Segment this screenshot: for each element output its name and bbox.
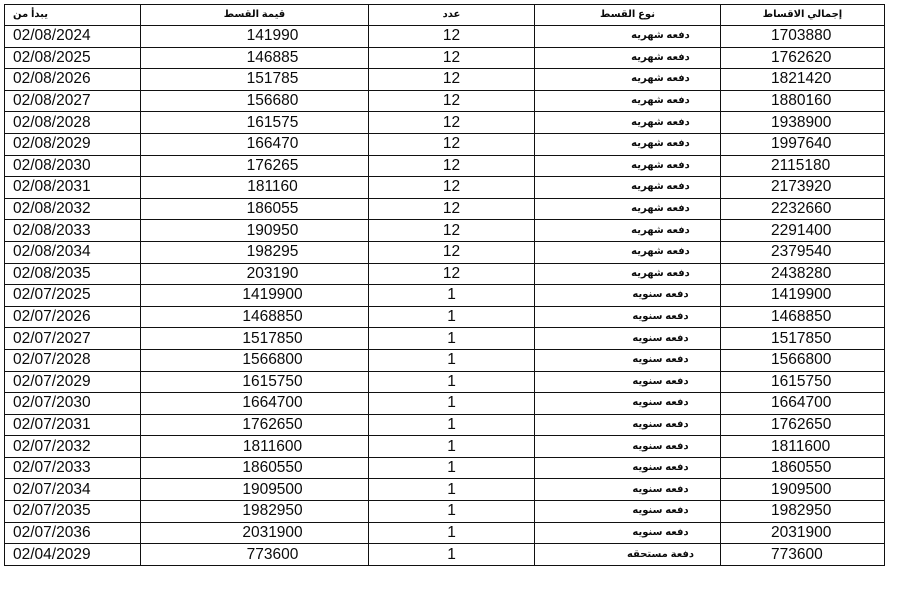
cell-installment-value: 166470 (141, 133, 369, 155)
cell-start-date: 02/08/2025 (5, 47, 141, 69)
cell-installment-value: 1860550 (141, 457, 369, 479)
table-body (5, 26, 885, 566)
cell-count: 1 (369, 393, 535, 415)
cell-installment-type: دفعه سنويه (535, 306, 721, 328)
cell-total: 1615750 (721, 371, 885, 393)
header-total-installments: إجمالي الاقساط (721, 5, 885, 26)
cell-installment-type: دفعه شهريه (535, 90, 721, 112)
cell-start-date: 02/08/2026 (5, 69, 141, 91)
cell-count: 12 (369, 112, 535, 134)
cell-installment-value: 2031900 (141, 522, 369, 544)
cell-total: 2232660 (721, 198, 885, 220)
table-row (5, 47, 885, 69)
cell-installment-value: 1982950 (141, 501, 369, 523)
cell-count: 1 (369, 349, 535, 371)
cell-installment-value: 1811600 (141, 436, 369, 458)
cell-total: 1566800 (721, 349, 885, 371)
table-row (5, 133, 885, 155)
cell-installment-value: 1664700 (141, 393, 369, 415)
cell-count: 12 (369, 241, 535, 263)
cell-installment-type: دفعه شهريه (535, 26, 721, 48)
cell-installment-type: دفعه شهريه (535, 69, 721, 91)
table-row (5, 306, 885, 328)
cell-total: 1664700 (721, 393, 885, 415)
cell-total: 1762620 (721, 47, 885, 69)
cell-installment-type: دفعه سنويه (535, 436, 721, 458)
cell-installment-type: دفعه سنويه (535, 522, 721, 544)
cell-start-date: 02/07/2033 (5, 457, 141, 479)
table-row (5, 436, 885, 458)
cell-count: 12 (369, 26, 535, 48)
cell-count: 1 (369, 457, 535, 479)
cell-total: 1880160 (721, 90, 885, 112)
cell-total: 1517850 (721, 328, 885, 350)
cell-total: 1938900 (721, 112, 885, 134)
table-row (5, 349, 885, 371)
header-start-from: يبدأ من (5, 5, 141, 26)
cell-installment-value: 176265 (141, 155, 369, 177)
cell-total: 1982950 (721, 501, 885, 523)
cell-start-date: 02/07/2032 (5, 436, 141, 458)
cell-total: 1703880 (721, 26, 885, 48)
header-installment-type: نوع القسط (535, 5, 721, 26)
cell-installment-value: 186055 (141, 198, 369, 220)
cell-installment-type: دفعه سنويه (535, 457, 721, 479)
cell-start-date: 02/08/2030 (5, 155, 141, 177)
cell-start-date: 02/07/2035 (5, 501, 141, 523)
header-count: عدد (369, 5, 535, 26)
cell-start-date: 02/04/2029 (5, 544, 141, 566)
cell-installment-type: دفعه شهريه (535, 133, 721, 155)
cell-total: 1909500 (721, 479, 885, 501)
table-row (5, 544, 885, 566)
table-row (5, 90, 885, 112)
cell-start-date: 02/07/2028 (5, 349, 141, 371)
table-row (5, 522, 885, 544)
table-row (5, 155, 885, 177)
cell-start-date: 02/07/2026 (5, 306, 141, 328)
cell-count: 12 (369, 177, 535, 199)
table-row (5, 457, 885, 479)
cell-installment-value: 1762650 (141, 414, 369, 436)
table-row (5, 177, 885, 199)
table-row (5, 285, 885, 307)
cell-count: 12 (369, 198, 535, 220)
cell-total: 1821420 (721, 69, 885, 91)
table-row (5, 328, 885, 350)
cell-installment-type: دفعه سنويه (535, 393, 721, 415)
table-row (5, 263, 885, 285)
cell-start-date: 02/08/2034 (5, 241, 141, 263)
cell-installment-type: دفعه شهريه (535, 47, 721, 69)
cell-start-date: 02/08/2024 (5, 26, 141, 48)
cell-installment-value: 156680 (141, 90, 369, 112)
cell-count: 1 (369, 306, 535, 328)
table-row (5, 26, 885, 48)
cell-total: 2379540 (721, 241, 885, 263)
cell-installment-value: 146885 (141, 47, 369, 69)
cell-start-date: 02/07/2030 (5, 393, 141, 415)
cell-installment-type: دفعه سنويه (535, 349, 721, 371)
cell-installment-type: دفعه سنويه (535, 328, 721, 350)
table-row (5, 371, 885, 393)
cell-start-date: 02/08/2031 (5, 177, 141, 199)
cell-start-date: 02/08/2027 (5, 90, 141, 112)
table-row (5, 414, 885, 436)
cell-installment-value: 198295 (141, 241, 369, 263)
cell-count: 12 (369, 133, 535, 155)
table-row (5, 501, 885, 523)
cell-total: 773600 (721, 544, 885, 566)
cell-installment-type: دفعه شهريه (535, 112, 721, 134)
cell-count: 12 (369, 69, 535, 91)
cell-installment-value: 1517850 (141, 328, 369, 350)
cell-installment-type: دفعه شهريه (535, 198, 721, 220)
cell-installment-type: دفعه شهريه (535, 177, 721, 199)
table-row (5, 220, 885, 242)
cell-count: 12 (369, 155, 535, 177)
cell-installment-value: 151785 (141, 69, 369, 91)
cell-installment-type: دفعه شهريه (535, 241, 721, 263)
cell-installment-value: 1468850 (141, 306, 369, 328)
cell-start-date: 02/07/2036 (5, 522, 141, 544)
table-header-row (5, 5, 885, 26)
cell-total: 1762650 (721, 414, 885, 436)
cell-count: 12 (369, 220, 535, 242)
cell-total: 1997640 (721, 133, 885, 155)
cell-installment-type: دفعة مستحقه (535, 544, 721, 566)
cell-total: 2115180 (721, 155, 885, 177)
cell-start-date: 02/07/2027 (5, 328, 141, 350)
cell-installment-type: دفعه سنويه (535, 285, 721, 307)
cell-start-date: 02/08/2029 (5, 133, 141, 155)
cell-total: 1811600 (721, 436, 885, 458)
cell-start-date: 02/07/2025 (5, 285, 141, 307)
cell-installment-type: دفعه سنويه (535, 414, 721, 436)
cell-start-date: 02/08/2033 (5, 220, 141, 242)
cell-installment-value: 161575 (141, 112, 369, 134)
cell-start-date: 02/08/2028 (5, 112, 141, 134)
cell-total: 2173920 (721, 177, 885, 199)
cell-installment-value: 1909500 (141, 479, 369, 501)
table-row (5, 393, 885, 415)
table-row (5, 198, 885, 220)
cell-count: 1 (369, 285, 535, 307)
cell-count: 12 (369, 90, 535, 112)
table-row (5, 112, 885, 134)
cell-count: 1 (369, 328, 535, 350)
cell-start-date: 02/07/2031 (5, 414, 141, 436)
cell-count: 1 (369, 436, 535, 458)
cell-installment-type: دفعه شهريه (535, 155, 721, 177)
cell-start-date: 02/08/2032 (5, 198, 141, 220)
cell-start-date: 02/07/2034 (5, 479, 141, 501)
cell-total: 1419900 (721, 285, 885, 307)
cell-installment-type: دفعه سنويه (535, 479, 721, 501)
table-row (5, 241, 885, 263)
cell-installment-type: دفعه شهريه (535, 263, 721, 285)
cell-start-date: 02/07/2029 (5, 371, 141, 393)
cell-installment-value: 1566800 (141, 349, 369, 371)
cell-installment-type: دفعه شهريه (535, 220, 721, 242)
cell-total: 1468850 (721, 306, 885, 328)
cell-count: 12 (369, 263, 535, 285)
cell-count: 1 (369, 522, 535, 544)
cell-installment-value: 141990 (141, 26, 369, 48)
table-row (5, 69, 885, 91)
cell-start-date: 02/08/2035 (5, 263, 141, 285)
cell-installment-value: 1419900 (141, 285, 369, 307)
cell-total: 2031900 (721, 522, 885, 544)
cell-count: 1 (369, 479, 535, 501)
cell-count: 1 (369, 501, 535, 523)
cell-installment-value: 203190 (141, 263, 369, 285)
installment-schedule-sheet (4, 4, 884, 584)
cell-count: 1 (369, 544, 535, 566)
cell-installment-type: دفعه سنويه (535, 501, 721, 523)
cell-installment-value: 190950 (141, 220, 369, 242)
cell-count: 1 (369, 371, 535, 393)
cell-installment-type: دفعه سنويه (535, 371, 721, 393)
installment-schedule-table (4, 4, 885, 566)
cell-installment-value: 773600 (141, 544, 369, 566)
cell-total: 2438280 (721, 263, 885, 285)
cell-installment-value: 1615750 (141, 371, 369, 393)
cell-count: 12 (369, 47, 535, 69)
table-row (5, 479, 885, 501)
cell-count: 1 (369, 414, 535, 436)
cell-total: 2291400 (721, 220, 885, 242)
cell-total: 1860550 (721, 457, 885, 479)
header-installment-value: قيمة القسط (141, 5, 369, 26)
cell-installment-value: 181160 (141, 177, 369, 199)
